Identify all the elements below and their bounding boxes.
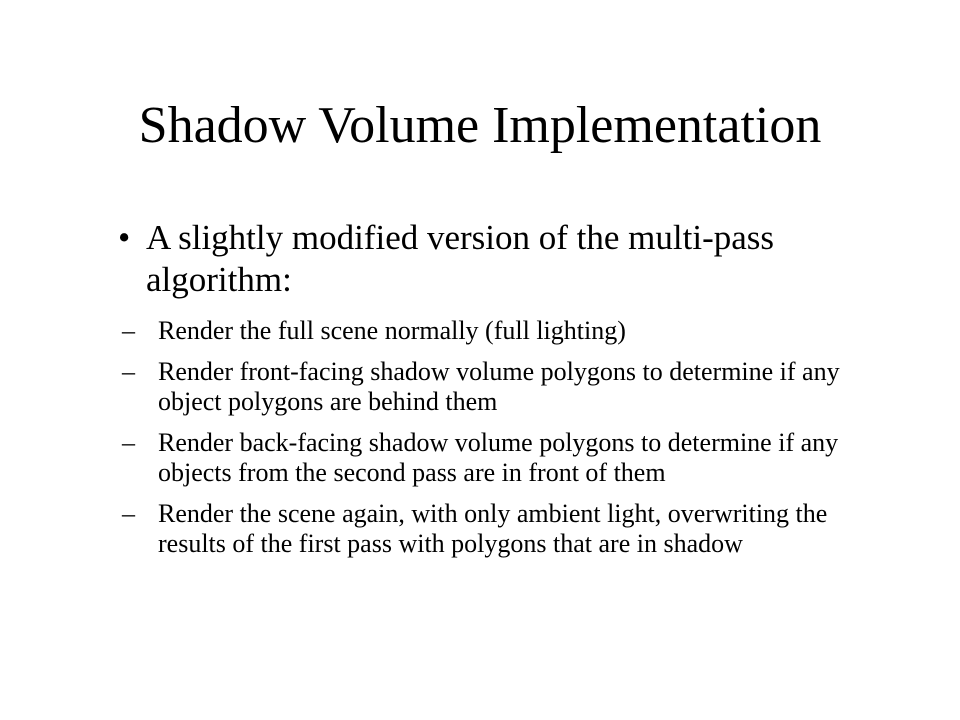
sub-bullet-text: Render the scene again, with only ambient light, overwriting the results of the first pass with polygons that are in shadow bbox=[158, 499, 828, 558]
sub-bullet-item bbox=[122, 428, 862, 488]
bullet-marker: • bbox=[118, 218, 131, 257]
sub-bullet-text: Render front-facing shadow volume polygons to determine if any object polygons are behind them bbox=[158, 357, 840, 416]
dash-marker: – bbox=[122, 316, 135, 345]
main-bullet bbox=[118, 217, 858, 301]
sub-bullet-text: Render the full scene normally (full lighting) bbox=[158, 316, 626, 345]
sub-bullet-item bbox=[122, 499, 862, 559]
dash-marker: – bbox=[122, 499, 135, 528]
main-bullet-text: A slightly modified version of the multi-pass algorithm: bbox=[146, 218, 775, 299]
slide-title: Shadow Volume Implementation bbox=[138, 97, 822, 154]
sub-bullet-text: Render back-facing shadow volume polygons to determine if any objects from the second pass are in front of them bbox=[158, 428, 839, 487]
dash-marker: – bbox=[122, 428, 135, 457]
sub-bullet-item bbox=[122, 357, 862, 417]
sub-bullet-item bbox=[122, 316, 862, 346]
dash-marker: – bbox=[122, 357, 135, 386]
sub-bullet-list bbox=[122, 316, 862, 570]
